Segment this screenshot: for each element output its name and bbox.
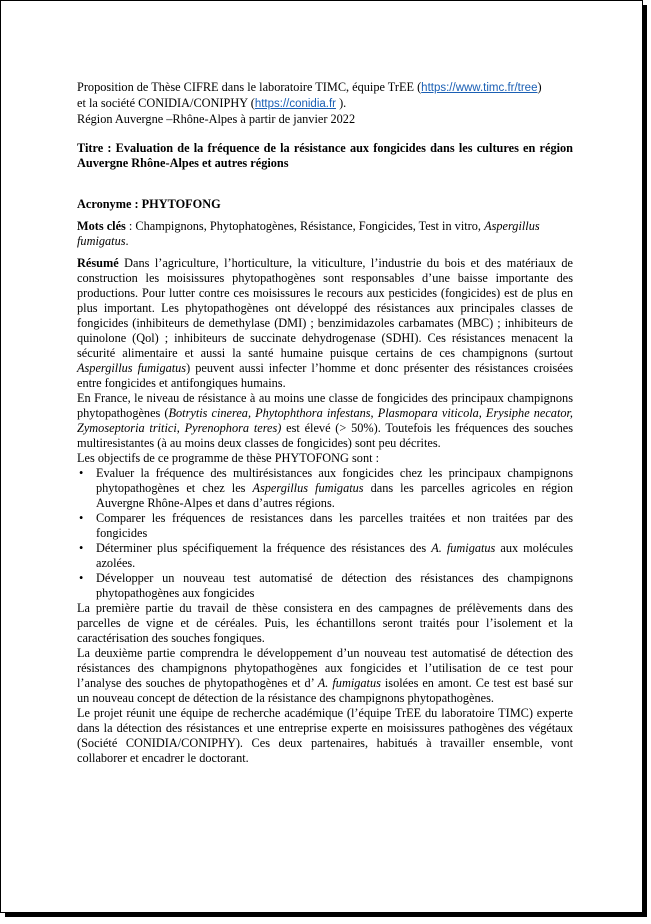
acronym-value: PHYTOFONG: [141, 197, 221, 211]
objective-3-italic: A. fumigatus: [431, 541, 496, 555]
objectives-intro: Les objectifs de ce programme de thèse PHYTOFONG sont :: [77, 451, 380, 465]
body-paragraph-5: [77, 646, 573, 706]
conidia-link[interactable]: https://conidia.fr: [254, 98, 336, 110]
header-end-2: ).: [336, 96, 347, 110]
objective-1-italic: Aspergillus fumigatus: [252, 481, 364, 495]
keywords-label: Mots clés: [77, 219, 126, 233]
resume-text-2a: En France, le niveau de résistance à au moins une classe de fongicides des principaux champignons phytopathogènes (: [77, 391, 573, 420]
keywords-italic: Aspergillus fumigatus: [77, 219, 540, 248]
title-text: Evaluation de la fréquence de la résistance aux fongicides dans les cultures en région Auvergne Rhône-Alpes et autres régions: [77, 141, 574, 170]
resume-text-2b: est élevé (> 50%). Toutefois les fréquences des souches multiresistantes (à au moins deux classes de fongicides) sont peu décrites.: [77, 421, 573, 450]
document-content: [77, 80, 573, 766]
body-paragraph-6: Le projet réunit une équipe de recherche académique (l’équipe TrEE du laboratoire TIMC) experte dans la détection des résistances et une entreprise experte en moisissures pathogènes des végétaux (Société CONIDIA/CONIPHY). Ces deux partenaires, habitués à travailler ensemble, vont collaborer et encadrer le doctorant.: [77, 706, 573, 765]
bullet-icon: •: [79, 541, 84, 555]
objective-1-text-b: dans les parcelles agricoles en région Auvergne Rhône-Alpes et dans d’autres régions.: [96, 481, 573, 510]
objective-item-1: [77, 466, 573, 511]
objective-item-4: [77, 571, 573, 601]
keywords-text: : Champignons, Phytophatogènes, Résistance, Fongicides, Test in vitro,: [125, 219, 485, 233]
title-label: Titre :: [77, 141, 112, 155]
body-text-5a: La deuxième partie comprendra le développement d’un nouveau test automatisé de détection des résistances des champignons phytopathogènes aux fongicides et l’utilisation de ce test pour l’analyse des souches de phytopathogènes et d’: [77, 646, 573, 690]
objective-4-text: Développer un nouveau test automatisé de détection des résistances des champignons phytopathogènes aux fongicides: [96, 571, 573, 600]
page-shadow-right: [643, 5, 647, 917]
keywords: [77, 219, 573, 249]
objective-3-text-a: Déterminer plus spécifiquement la fréquence des résistances des: [96, 541, 432, 555]
resume-paragraph-1: [77, 256, 573, 391]
resume-text-1b: ) peuvent aussi infecter l’homme et donc présenter des résistances croisées entre fongicides et antifongiques humains.: [77, 361, 573, 390]
header-end-1: ): [537, 80, 542, 94]
acronym-label: Acronyme :: [77, 197, 142, 211]
objective-1-text-a: Evaluer la fréquence des multirésistances aux fongicides chez les principaux champignons phytopathogènes et chez les: [96, 466, 573, 495]
resume-italic-2b: Pyrenophora teres): [184, 421, 282, 435]
resume-label: Résumé: [77, 256, 119, 270]
body-italic-5: A. fumigatus: [317, 676, 381, 690]
resume-comma: ,: [176, 421, 185, 435]
body-paragraph-4: La première partie du travail de thèse consistera en des campagnes de prélèvements dans des parcelles de vigne et de céréales. Puis, les échantillons seront traités pour l’isolement et la caractérisation des souches fongiques.: [77, 601, 573, 645]
header-line-1: [77, 80, 573, 96]
resume-paragraph-2: [77, 391, 573, 451]
thesis-title: [77, 141, 573, 171]
resume-italic-2a: Botrytis cinerea, Phytophthora infestans, Plasmopara viticola, Erysiphe necator, Zymoseptoria tritici: [77, 406, 574, 435]
bullet-icon: •: [79, 511, 84, 525]
header-line-3: Région Auvergne –Rhône-Alpes à partir de janvier 2022: [77, 112, 356, 126]
resume-text-1a: Dans l’agriculture, l’horticulture, la viticulture, l’industrie du bois et des matériaux de construction les moisissures phytopathogènes sont responsables d’une baisse importante des productions. Pour lutter contre ces moisissures le recours aux pesticides (fongicides) est de plus en plus important. Les phytopathogènes ont développé des résistances aux principales classes de fongicides (inhibiteurs de demethylase (DMI) ; benzimidazoles carbamates (MBC) ; inhibiteurs de quinolone (Qol) ; inhibiteurs de succinate dehydrogenase (SDHI). Ces résistances menacent la sécurité alimentaire et aussi la santé humaine puisque certains de ces champignons (surtout: [77, 256, 573, 360]
page-shadow-bottom: [5, 913, 647, 917]
objectives-list: [77, 466, 573, 601]
timc-link[interactable]: https://www.timc.fr/tree: [421, 82, 538, 94]
objective-2-text: Comparer les fréquences de resistances dans les parcelles traitées et non traitées par des fongicides: [96, 511, 573, 540]
header-text-1: Proposition de Thèse CIFRE dans le laboratoire TIMC, équipe TrEE (: [77, 80, 422, 94]
body-text-5b: isolées en amont. Ce test est basé sur un nouveau concept de détection de la résistance des champignons phytopathogènes.: [77, 676, 573, 705]
objective-item-2: [77, 511, 573, 541]
header-line-2: [77, 96, 573, 112]
bullet-icon: •: [79, 466, 84, 480]
resume-italic-1: Aspergillus fumigatus: [77, 361, 187, 375]
header-text-2: et la société CONIDIA/CONIPHY (: [77, 96, 255, 110]
keywords-end: .: [125, 234, 129, 248]
bullet-icon: •: [79, 571, 84, 585]
acronym: [77, 197, 573, 212]
objective-3-text-b: aux molécules azolées.: [96, 541, 574, 570]
objective-item-3: [77, 541, 573, 571]
